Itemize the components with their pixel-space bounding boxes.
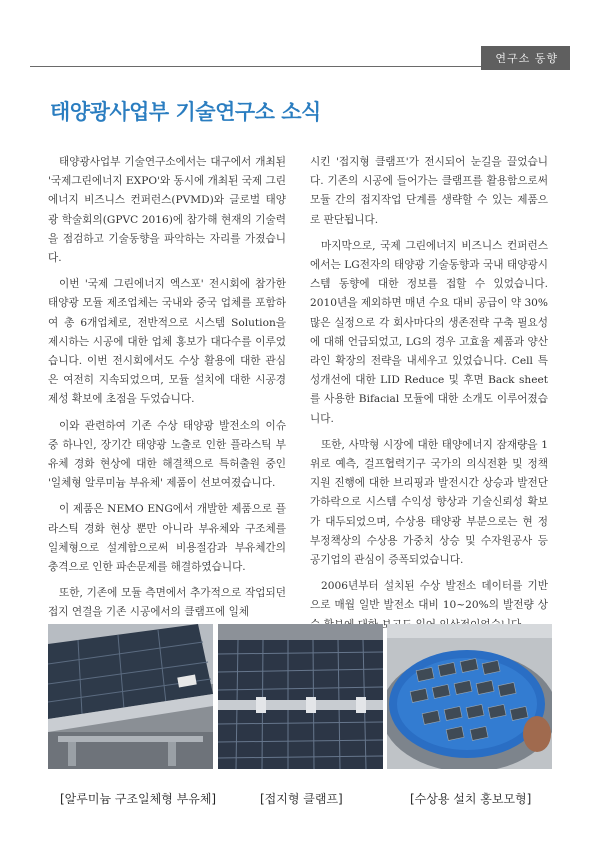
photo-caption: [접지형 클램프] [260,792,343,806]
paragraph: 또한, 기존에 모듈 측면에서 추가적으로 작업되던 접지 연결을 기존 시공에서의 클램프에 일체 [48,587,286,619]
paragraph: 이번 '국제 그린에너지 엑스포' 전시회에 참가한 태양광 모듈 제조업체는 국내와 중국 업체를 포함하여 총 6개업체로, 전반적으로 시스템 Solution을 제시하는 시공에 대한 업체 홍보가 대다수를 이루었습니다. 이번 전시회에서도 수상 활용에 대한 관심은 여전히 지속되었으며, 모듈 설치에 대한 시공경제성 확보에 초점을 두었습니다. [48,278,286,406]
paragraph: 마지막으로, 국제 그린에너지 비즈니스 컨퍼런스에서는 LG전자의 태양광 기술동향과 국내 태양광시스템 동향에 대한 정보를 접할 수 있었습니다. 2010년을 제외하면 매년 수요 대비 공급이 약 30% 많은 실정으로 각 회사마다의 생존전략 구축 필요성에 대해 언급되었고, LG의 경우 고효율 제품과 양산라인 확장의 전략을 내세우고 있었습니다. Cell 특성개선에 대한 LID Reduce 및 후면 Back sheet를 사용한 Bifacial 모듈에 대한 소개도 이루어졌습니다. [310,239,548,425]
section-tag: 연구소 동향 [481,46,570,70]
photo-row [48,624,552,769]
photo-grounding-clamp [218,624,383,769]
paragraph: 태양광사업부 기술연구소에서는 대구에서 개최된 '국제그린에너지 EXPO'와 동시에 개최된 국제 그린에너지 비즈니스 컨퍼런스(PVMD)와 글로벌 태양광 학술회의(GPVC 2016)에 참가해 현재의 기술력을 점검하고 기술동향을 파악하는 자리를 가졌습니다. [48,156,286,265]
paragraph: 이 제품은 NEMO ENG에서 개발한 제품으로 플라스틱 경화 현상 뿐만 아니라 부유체와 구조체를 일체형으로 설계함으로써 비용절감과 부유체간의 충격으로 인한 파손문제를 해결하였습니다. [48,503,286,574]
photo-aluminum-float [48,624,213,769]
article-column-left [48,153,286,630]
photo-floating-model [387,624,552,769]
paragraph: 이와 관련하여 기존 수상 태양광 발전소의 이슈 중 하나인, 장기간 태양광 노출로 인한 플라스틱 부유체 경화 현상에 대한 해결책으로 특허출원 중인 '일체형 알루미늄 부유체' 제품이 선보여졌습니다. [48,419,286,490]
paragraph: 2006년부터 설치된 수상 발전소 데이터를 기반으로 매월 일반 발전소 대비 10~20%의 발전량 상 [310,580,548,612]
photo-caption: [수상용 설치 홍보모형] [410,792,532,806]
article-title: 태양광사업부 기술연구소 소식 [50,100,321,124]
photo-caption: [알루미늄 구조일체형 부유체] [60,792,217,806]
article-column-right [310,153,548,642]
paragraph: 시킨 '접지형 클램프'가 전시되어 눈길을 끌었습니다. 기존의 시공에 들어가는 클램프를 활용함으로써 모듈 간의 접지작업 단계를 생략할 수 있는 제품으로 판단됩니다. [310,156,548,226]
paragraph: 또한, 사막형 시장에 대한 태양에너지 잠재량을 1위로 예측, 걸프협력기구 국가의 의식전환 및 정책지원 진행에 대한 브리핑과 발전시간 상승과 발전단가하락으로 시스템 수익성 향상과 기술신뢰성 확보가 대두되었으며, 수상용 태양광 부분으로는 현 정부정책상의 수상용 가중치 상승 및 수자원공사 등 공기업의 관심이 증폭되었습니다. [310,438,548,567]
